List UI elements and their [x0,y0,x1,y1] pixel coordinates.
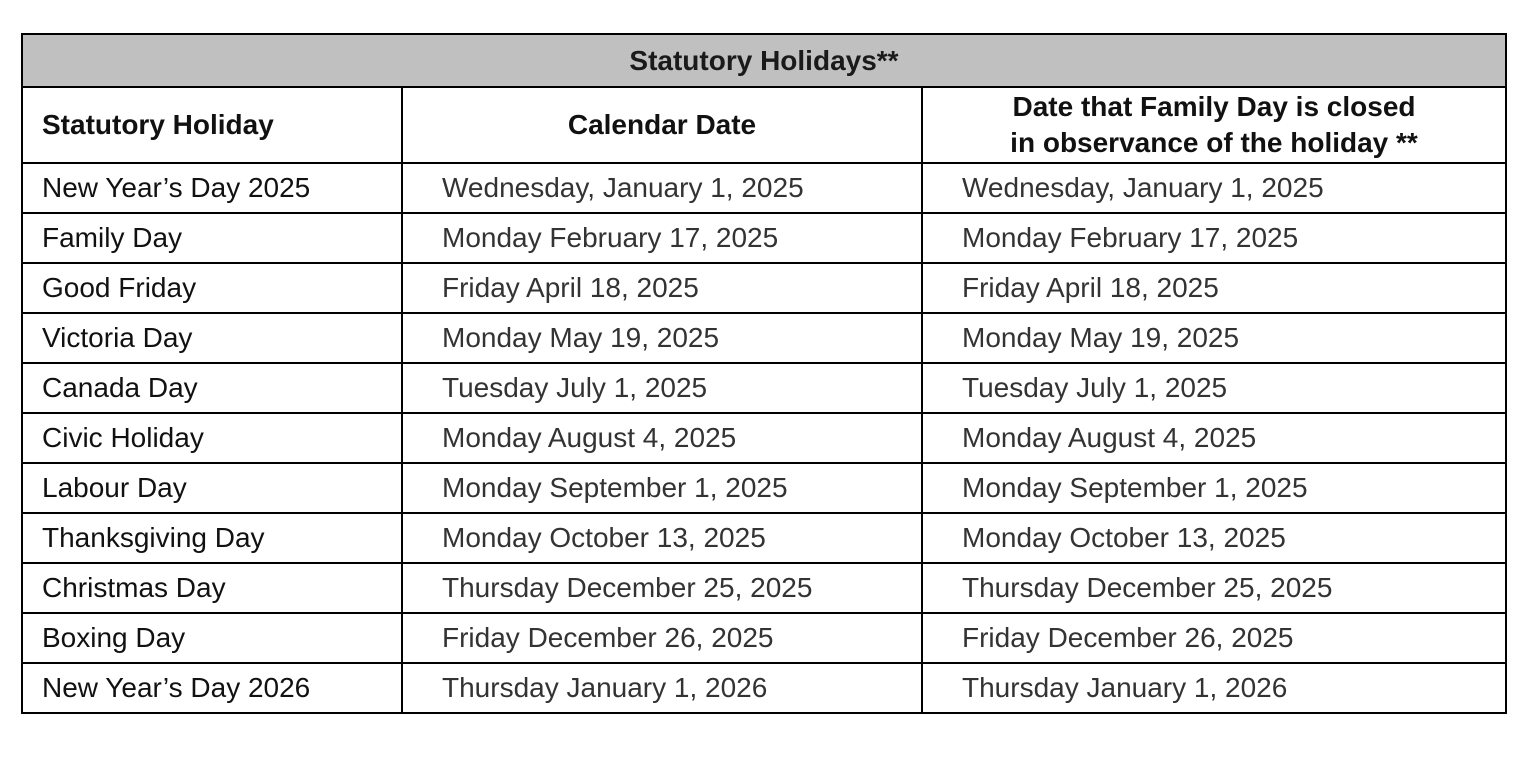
observed-date: Wednesday, January 1, 2025 [922,163,1506,213]
calendar-date: Tuesday July 1, 2025 [402,363,922,413]
observed-date: Tuesday July 1, 2025 [922,363,1506,413]
observed-date: Monday September 1, 2025 [922,463,1506,513]
observed-header-line-2: in observance of the holiday ** [1010,127,1418,158]
table-row [22,313,1506,363]
observed-date: Thursday January 1, 2026 [922,663,1506,713]
holiday-name: New Year’s Day 2025 [22,163,402,213]
table-title-row [22,34,1506,87]
holiday-name: Thanksgiving Day [22,513,402,563]
holiday-name: Family Day [22,213,402,263]
statutory-holidays-table [21,33,1507,714]
calendar-date: Monday May 19, 2025 [402,313,922,363]
table-row [22,663,1506,713]
holiday-name: New Year’s Day 2026 [22,663,402,713]
holiday-name: Boxing Day [22,613,402,663]
observed-date: Friday December 26, 2025 [922,613,1506,663]
calendar-date: Friday December 26, 2025 [402,613,922,663]
calendar-date: Monday October 13, 2025 [402,513,922,563]
observed-date: Monday February 17, 2025 [922,213,1506,263]
observed-date: Monday August 4, 2025 [922,413,1506,463]
calendar-date: Monday September 1, 2025 [402,463,922,513]
column-header-holiday: Statutory Holiday [22,87,402,163]
calendar-date: Thursday January 1, 2026 [402,663,922,713]
holiday-name: Canada Day [22,363,402,413]
holiday-name: Civic Holiday [22,413,402,463]
calendar-date: Thursday December 25, 2025 [402,563,922,613]
table-row [22,563,1506,613]
calendar-date: Friday April 18, 2025 [402,263,922,313]
table-row [22,513,1506,563]
calendar-date: Monday February 17, 2025 [402,213,922,263]
holiday-name: Victoria Day [22,313,402,363]
holiday-name: Labour Day [22,463,402,513]
observed-date: Friday April 18, 2025 [922,263,1506,313]
holiday-name: Christmas Day [22,563,402,613]
table-title: Statutory Holidays** [22,34,1506,87]
holiday-name: Good Friday [22,263,402,313]
observed-date: Thursday December 25, 2025 [922,563,1506,613]
table-row [22,363,1506,413]
calendar-date: Wednesday, January 1, 2025 [402,163,922,213]
observed-date: Monday October 13, 2025 [922,513,1506,563]
table-row [22,413,1506,463]
table-row [22,263,1506,313]
observed-header-line-1: Date that Family Day is closed [1012,91,1416,122]
column-header-calendar-date: Calendar Date [402,87,922,163]
observed-date: Monday May 19, 2025 [922,313,1506,363]
calendar-date: Monday August 4, 2025 [402,413,922,463]
table-row [22,163,1506,213]
column-header-observed-date [922,87,1506,163]
table-row [22,213,1506,263]
table-row [22,613,1506,663]
table-header-row [22,87,1506,163]
table-row [22,463,1506,513]
